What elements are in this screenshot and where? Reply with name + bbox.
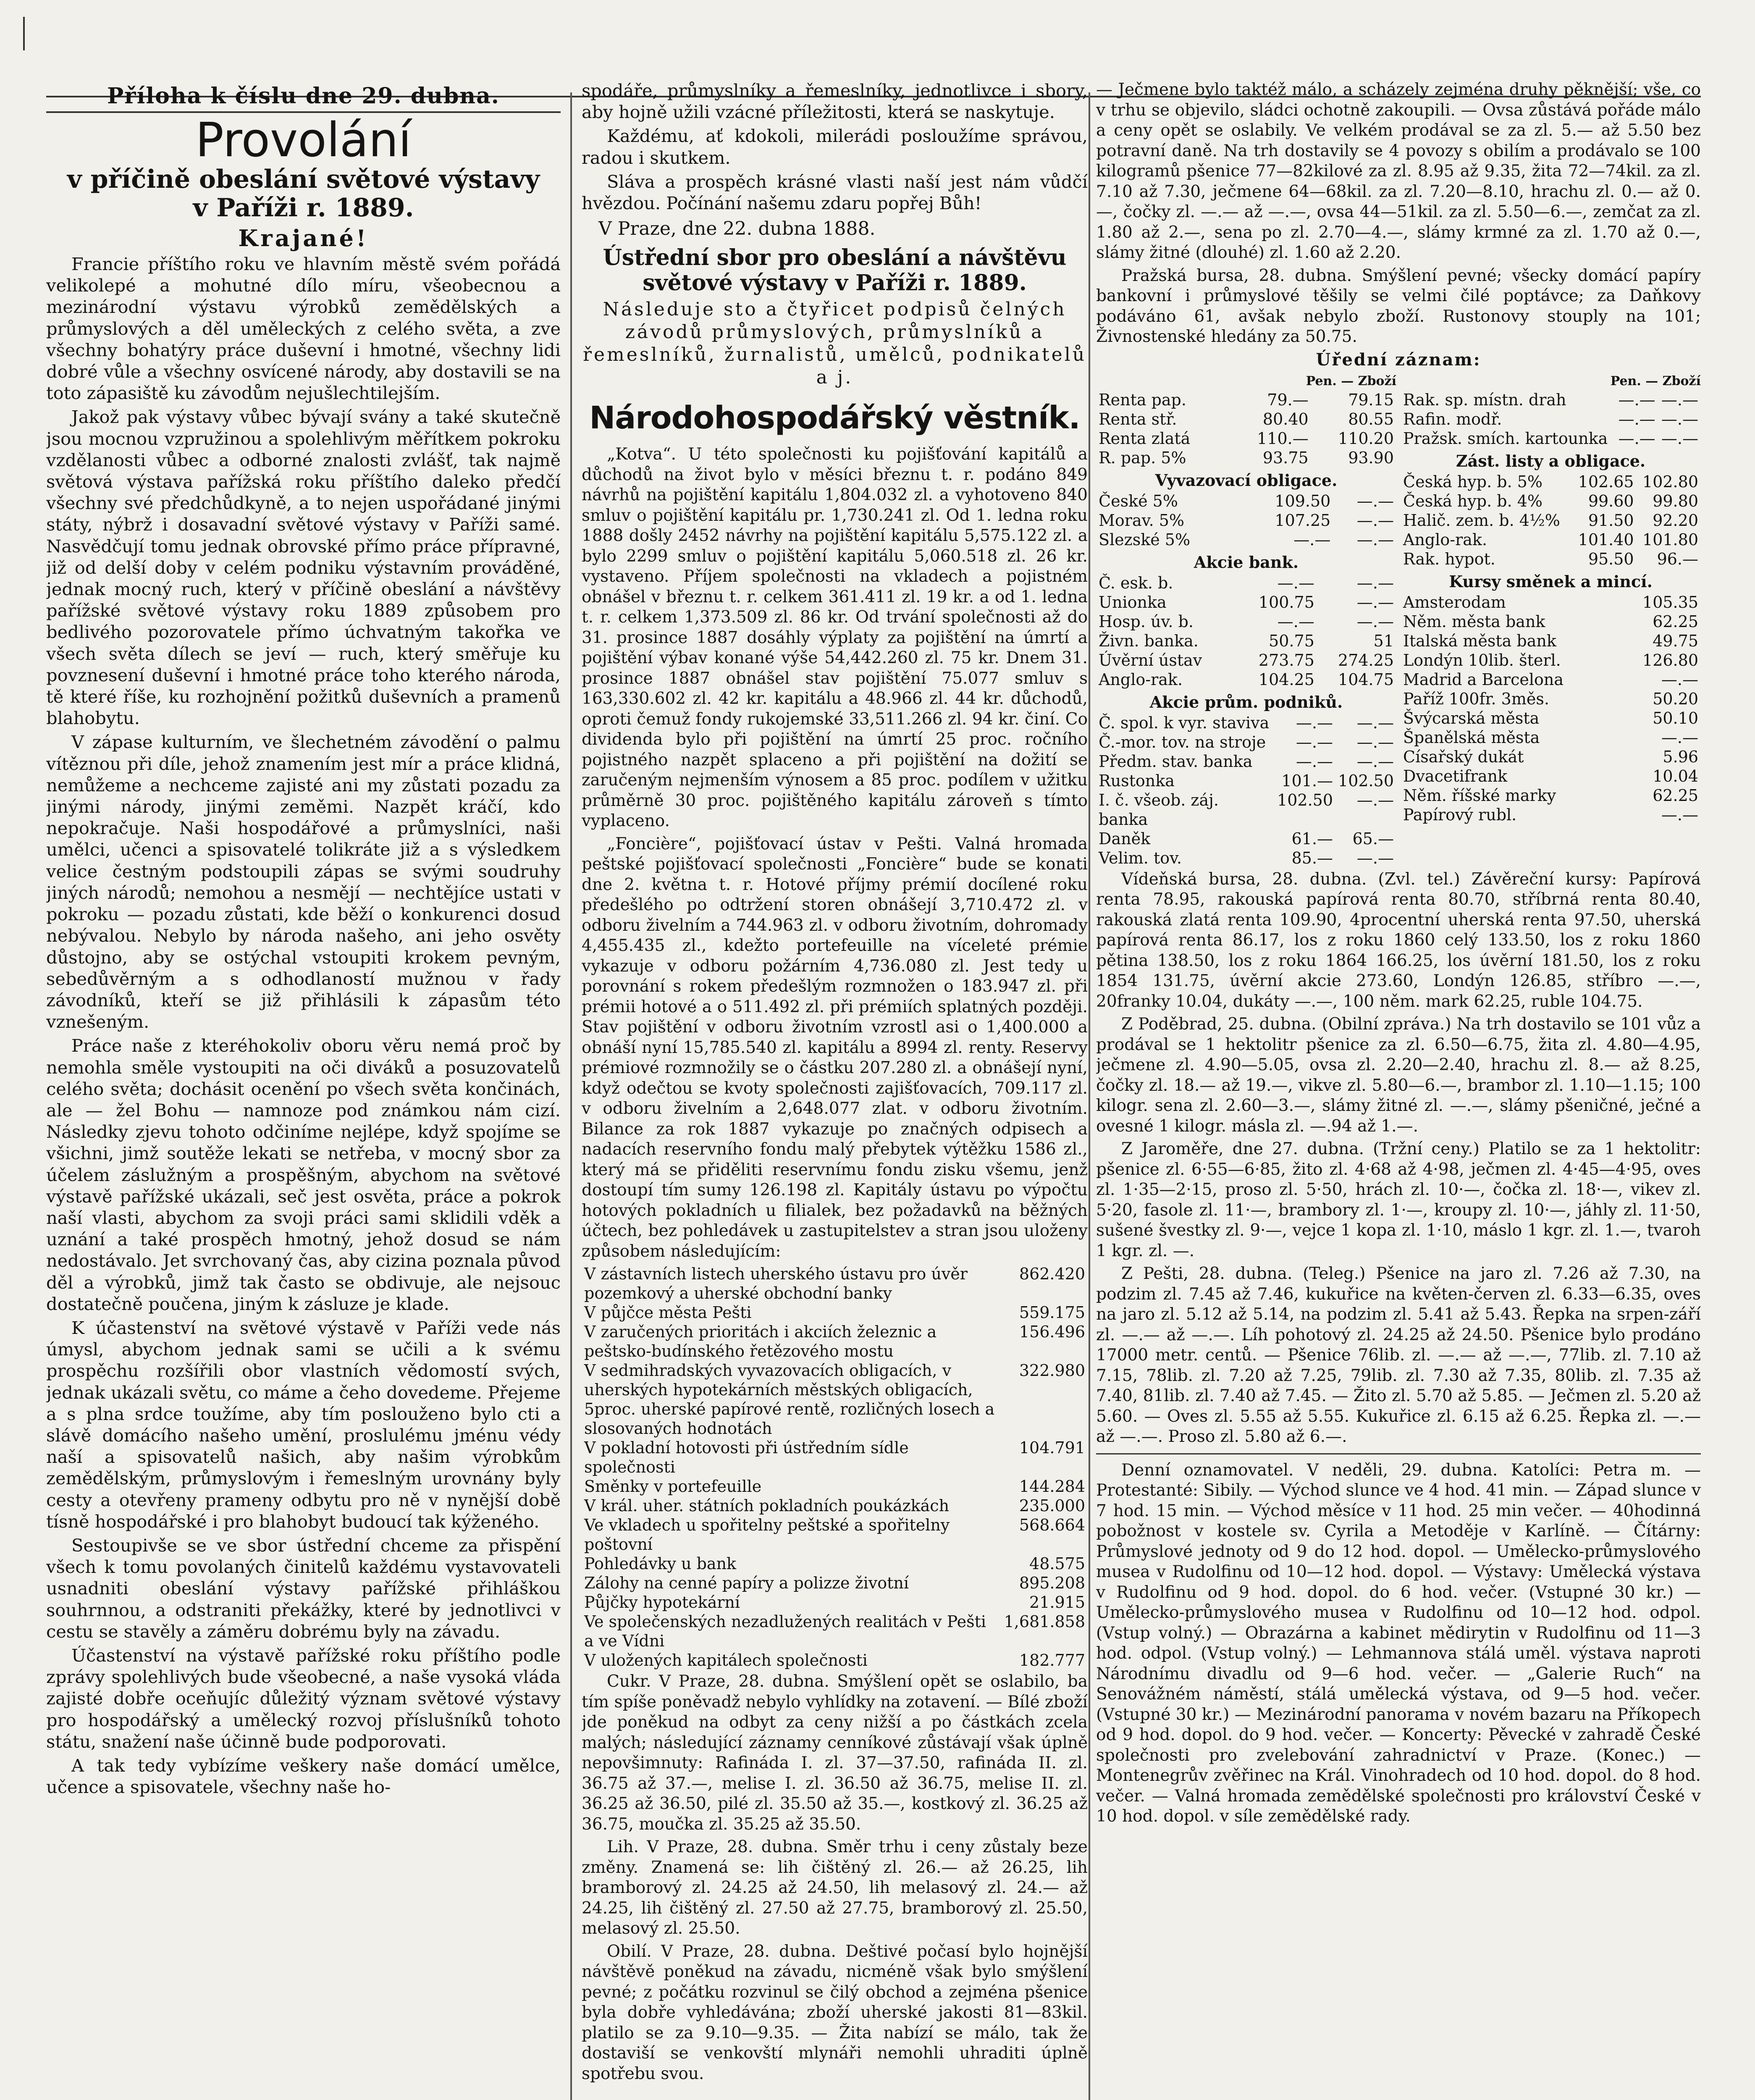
quote-label: Rustonka (1099, 771, 1175, 790)
quote-row (1401, 491, 1701, 511)
column-rule-1 (570, 92, 572, 2100)
quote-value: 80.55 (1348, 410, 1394, 428)
section-heading: Akcie prům. podniků. (1149, 692, 1343, 711)
quote-value: —.— (1661, 670, 1698, 689)
holding-value: 559.175 (1019, 1303, 1085, 1322)
quote-value: —.— (1618, 390, 1655, 409)
quote-value: 274.25 (1338, 651, 1394, 669)
market-paragraph: Z Jaroměře, dne 27. dubna. (Tržní ceny.) Platilo se za 1 hektolitr: pšenice zl. 6·55—6·85, žito zl. 4·68 až 4·98, ječmen zl. 4·45—4·95, oves zl. 1·35—2·15, proso zl. 5·50, hrách zl. 10·—, čočka zl. 18·—, vikev zl. 5·20, fasole zl. 11·—, brambory zl. 1·—, kroupy zl. 10·—, jáhly zl. 11·50, sušené švestky zl. 9·—, vejce 1 kopa zl. 1·10, máslo 1 kgr. zl. 1.—, tvaroh 1 kgr. zl. —. (1096, 1139, 1701, 1260)
market-paragraph: Lih. V Praze, 28. dubna. Směr trhu i ceny zůstaly beze změny. Znamená se: lih čištěný zl. 26.— až 26.25, lih bramborový zl. 24.25 až 24.50, lih melasový zl. 24.— až 24.25, lih čištěný zl. 27.50 až 27.75, bramborový zl. 25.50, melasový zl. 25.50. (582, 1838, 1088, 1938)
edge-mark (23, 17, 25, 50)
quote-value: —.— (1293, 530, 1331, 549)
akcie-bank-table (1096, 573, 1396, 689)
quote-value: —.— (1661, 429, 1698, 448)
quote-value: 79.15 (1348, 390, 1394, 409)
quote-row (1401, 612, 1701, 631)
holding-row (582, 1477, 1088, 1496)
quote-row (1096, 771, 1396, 790)
market-paragraph: Cukr. V Praze, 28. dubna. Smýšlení opět se oslabilo, ba tím spíše poněvadž nebylo vyhlídky na zotavení. — Bílé zboží jde poněkud na odbyt za ceny nižší a po částkách zcela malých; následující záznamy cenníkové zůstávají však úplně nepovšimnuty: Rafináda I. zl. 37—37.50, rafináda II. zl. 36.75 až 37.—, melise I. zl. 36.50 až 36.75, melise II. zl. 36.25 až 36.50, pilé zl. 35.50 až 35.—, kostkový zl. 36.25 až 36.75, moučka zl. 35.25 až 35.50. (582, 1672, 1088, 1834)
quote-value: 85.— (1291, 848, 1333, 867)
greeting: Krajané! (238, 225, 369, 252)
holding-row (582, 1612, 1088, 1651)
holding-label: V zástavních listech uherského ústavu pro úvěr pozemkový a uherské obchodní banky (584, 1265, 968, 1303)
quote-label: Č. spol. k vyr. staviva (1099, 713, 1270, 732)
holding-value: 568.664 (1019, 1516, 1085, 1535)
quote-value: 102.50 (1277, 790, 1333, 809)
quote-row (1401, 709, 1701, 728)
holding-row (582, 1651, 1088, 1670)
holding-value: 104.791 (1019, 1438, 1085, 1457)
right-top-table (1401, 390, 1701, 448)
quote-row (1096, 670, 1396, 689)
quote-value: —.— (1356, 612, 1394, 631)
quote-row (1096, 410, 1396, 429)
quote-label: Pražsk. smích. kartounka (1403, 429, 1608, 448)
quote-row (1096, 390, 1396, 410)
vyvaz-table (1096, 491, 1396, 549)
quote-label: Rak. hypot. (1403, 549, 1495, 568)
holding-label: Směnky v portefeuille (584, 1477, 762, 1496)
holding-label: V uložených kapitálech společnosti (584, 1651, 868, 1670)
holding-row (582, 1573, 1088, 1593)
holding-label: Pohledávky u bank (584, 1554, 737, 1573)
quote-label: Švýcarská města (1403, 709, 1540, 727)
holding-row (582, 1515, 1088, 1554)
quote-label: R. pap. 5% (1099, 448, 1186, 467)
quote-row (1401, 429, 1701, 448)
quote-label: Č.-mor. tov. na stroje (1099, 732, 1266, 751)
akcie-prum-table (1096, 713, 1396, 868)
quote-label: Unionka (1099, 593, 1167, 612)
holding-label: V půjčce města Pešti (584, 1303, 752, 1322)
column-rule-2 (1089, 92, 1090, 2100)
market-paragraph: Z Poděbrad, 25. dubna. (Obilní zpráva.) Na trh dostavilo se 101 vůz a prodával se 1 hektolitr pšenice za zl. 6.50—6.75, žita zl. 4.80—4.95, ječmene zl. 4.90—5.05, ovsa zl. 2.20—2.40, hrachu zl. 8.— až 8.25, čočky zl. 18.— až 19.—, vikve zl. 5.80—6.—, brambor zl. 1.10—1.15; 100 kilogr. sena zl. 2.60—3.—, slámy žitné zl. —.—, slámy pšeničné, ječné a ovesné 1 kilogr. másla zl. —.94 až 1.—. (1096, 1015, 1701, 1136)
quote-label: Papírový rubl. (1403, 805, 1517, 824)
quote-value: 100.75 (1258, 593, 1314, 612)
quote-row (1096, 848, 1396, 868)
section-heading: Kursy směnek a mincí. (1449, 572, 1653, 591)
quote-label: Slezské 5% (1099, 530, 1191, 549)
quote-row (1096, 790, 1396, 829)
holding-row (582, 1438, 1088, 1477)
holding-value: 862.420 (1019, 1265, 1085, 1284)
quote-label: Italská města bank (1403, 631, 1556, 650)
quote-value: 109.50 (1275, 491, 1331, 510)
quote-row (1096, 593, 1396, 612)
signatories-note: Následuje sto a čtyřicet podpisů čelných závodů průmyslových, průmyslníků a řemeslníků, žurnalistů, umělců, podnikatelů a j. (582, 299, 1087, 388)
quote-label: Předm. stav. banka (1099, 752, 1253, 771)
quote-label: Něm. říšské marky (1403, 786, 1556, 805)
quote-row (1401, 511, 1701, 530)
quote-value: 101.— (1281, 771, 1333, 790)
quote-value: —.— (1356, 752, 1394, 771)
holding-row (582, 1322, 1088, 1361)
quote-value: 61.— (1291, 829, 1333, 848)
quotes-right (1401, 370, 1701, 869)
zast-table (1401, 472, 1701, 569)
quote-value: —.— (1356, 511, 1394, 530)
holding-label: Půjčky hypotekární (584, 1593, 740, 1612)
quote-value: 62.25 (1653, 786, 1698, 805)
col-header: Pen. — Zboží (1610, 373, 1701, 388)
econ-paragraph: „Kotva“. U této společnosti ku pojišťování kapitálů a důchodů na život bylo v měsíci březnu t. r. podáno 849 návrhů na pojištění kapitálu 1,804.032 zl. a vyhotoveno 840 smluv o pojištění kapitálu pr. 1,730.241 zl. Od 1. ledna roku 1888 došly 2452 návrhy na pojištění kapitálu 5,575.122 zl. a bylo 2299 smluv o pojištění kapitálu 5,060.518 zl. 26 kr. vystaveno. Příjem společnosti na vkladech a pojistném obnášel v březnu t. r. celkem 361.411 zl. 19 kr. a od 1. ledna t. r. celkem 1,373.509 zl. 86 kr. Od trvání společnosti až do 31. prosince 1887 dosáhly výplaty za pojištění na úmrtí a pojištění výbav konané výše 54,442.260 zl. 75 kr. Dnem 31. prosince 1887 obnášel stav pojištění 75.077 smluv s 163,330.602 zl. 42 kr. kapitálu a 48.966 zl. 44 kr. důchodů, oproti čemuž fondy rukojemské 33,511.266 zl. 94 kr. činí. Co dividenda bylo při pojištění na úmrtí 25 proc. ročního pojistného nazpět splaceno a při pojištění na dožití se zaručeným nejmenším výnosem a 85 proc. podílem v užitku průměrně 30 proc. pojištěného kapitálu zároveň s tímto vyplaceno. (582, 445, 1088, 831)
holding-label: V zaručených prioritách i akciích železnic a peštsko-budínského řetězového mostu (584, 1323, 937, 1361)
quote-value: 102.65 (1578, 472, 1634, 491)
quote-label: I. č. všeob. záj. banka (1099, 790, 1219, 829)
rente-table (1096, 390, 1396, 467)
quote-row (1096, 429, 1396, 448)
quote-label: Císařský dukát (1403, 747, 1524, 766)
official-heading: Úřední záznam: (1316, 349, 1481, 370)
quote-value: —.— (1661, 728, 1698, 747)
quote-value: —.— (1661, 390, 1698, 409)
holding-label: V král. uher. státních pokladních poukázkách (584, 1496, 950, 1515)
quote-row (1401, 410, 1701, 429)
holding-label: Ve vkladech u spořitelny peštské a spořitelny poštovní (584, 1516, 950, 1554)
section-banner: Národohospodářský věstník. (589, 400, 1080, 436)
quote-row (1401, 593, 1701, 612)
paragraph: Jakož pak výstavy vůbec bývají svány a také skutečně jsou mocnou vzpružinou a spolehlivým měřítkem pokroku vzdělanosti vůbec a odborné znalosti zvlášť, tak najmě světová výstava pařížská roku příštího daleko předčí všechny své předchůdkyně, a to nejen uspořádané jinými státy, nýbrž i dosavadní světové výstavy v Paříži samé. Nasvědčují tomu jednak obrovské přímo práce přípravné, již od delší doby v celém podniku výstavním prováděné, jednak mocný ruch, který v příčině obeslání a návštěvy pařížské světové výstavy roku 1889 způsobem pro bedlivého pozorovatele přímo úchvatným takořka ve všech světa dílech se jeví — ruch, který směřuje ku povznesení duševní i hmotné práce toho kterého národa, tě které říše, ku rozhojnění požitků duševních a pramenů blahobytu. (46, 407, 561, 729)
quote-value: —.— (1277, 612, 1314, 631)
quote-value: 79.— (1267, 390, 1309, 409)
quote-value: 102.80 (1642, 472, 1698, 491)
holding-value: 144.284 (1019, 1477, 1085, 1496)
holding-value: 322.980 (1019, 1361, 1085, 1380)
section-heading: Akcie bank. (1194, 552, 1299, 572)
section-heading: Zást. listy a obligace. (1456, 451, 1646, 470)
quote-row (1401, 786, 1701, 805)
quote-row (1401, 747, 1701, 766)
quote-row (1401, 390, 1701, 410)
quote-value: 92.20 (1653, 511, 1698, 530)
holding-row (582, 1593, 1088, 1612)
quote-row (1401, 728, 1701, 747)
holding-value: 235.000 (1019, 1496, 1085, 1515)
paragraph: Francie příštího roku ve hlavním městě svém pořádá velikolepé a mohutné dílo míru, všeobecnou a mezinárodní výstavu výrobků zemědělských a průmyslových a děl uměleckých z celého světa, a zve všechny bohatýry práce duševní i hmotné, všechny lidi dobré vůle a všechny osvícené národy, aby dostavili se na toto zápasiště ku závodům nejušlechtilejším. (46, 254, 561, 404)
quote-value: —.— (1296, 713, 1333, 732)
quote-row (1096, 530, 1396, 549)
grain-paragraph: — Ječmene bylo taktéž málo, a scházely zejména druhy pěknější; vše, co v trhu se objevilo, sládci ochotně zakoupili. — Ovsa zůstává pořáde málo a ceny opět se oslabily. Ve velkém prodával se za zl. 5.— až 5.50 bez potravní daně. Na trh dostavily se 4 povozy s obilím a prodávalo se 100 kilogramů pšenice 77—82kilové za zl. 8.95 až 9.35, žita 72—74kil. za zl. 7.10 až 7.30, ječmene 64—68kil. za zl. 7.20—8.10, hrachu zl. 0.— až 0.—, čočky zl. —.— až —.—, ovsa 44—51kil. za zl. 5.50—6.—, zemčat za zl. 1.80 až 2.—, sena po zl. 2.70—4.—, slámy krmné za zl. 1.70 až 0.—, slámy žitné (dlouhé) zl. 1.60 až 2.20. (1096, 80, 1701, 262)
quote-label: Madrid a Barcelona (1403, 670, 1564, 689)
quote-value: 110.20 (1338, 429, 1394, 448)
holding-value: 182.777 (1019, 1651, 1085, 1670)
quote-label: Česká hyp. b. 4% (1403, 491, 1543, 510)
quote-label: Rak. sp. místn. drah (1403, 390, 1566, 409)
quote-value: 62.25 (1653, 612, 1698, 631)
quote-row (1096, 829, 1396, 848)
holding-label: Ve společenských nezadlužených realitách v Pešti a ve Vídni (584, 1612, 986, 1651)
quote-label: Renta pap. (1099, 390, 1186, 409)
quote-row (1096, 612, 1396, 631)
quote-value: 96.— (1657, 549, 1698, 568)
quote-row (1096, 511, 1396, 530)
proclamation-title: Provolání (195, 113, 412, 168)
quote-value: 91.50 (1588, 511, 1634, 530)
paragraph: Sestoupivše se ve sbor ústřední chceme za přispění všech k tomu povolaných činitelů každému vystavovateli usnadniti obeslání výstavy pařížské přihláškou souhrnnou, a odstraniti překážky, které by jednotlivci v cestu se stavěly a záměru dobrému byly na závadu. (46, 1535, 561, 1642)
quote-value: 99.60 (1588, 491, 1634, 510)
holding-value: 21.915 (1029, 1593, 1085, 1612)
quote-label: Halič. zem. b. 4½% (1403, 511, 1560, 530)
dateline: V Praze, dne 22. dubna 1888. (598, 218, 876, 240)
column-3 (1096, 80, 1701, 2100)
quote-row (1401, 766, 1701, 786)
quote-label: Španělská města (1403, 728, 1540, 747)
quote-value: 102.50 (1338, 771, 1394, 790)
quote-value: 93.90 (1348, 448, 1394, 467)
proclamation-subtitle-2: v Paříži r. 1889. (193, 193, 414, 223)
quote-value: —.— (1356, 593, 1394, 612)
supplement-header: Příloha k číslu dne 29. dubna. (107, 83, 500, 109)
quotes-left (1096, 370, 1396, 869)
quote-label: Č. esk. b. (1099, 573, 1173, 592)
quote-row (1401, 549, 1701, 569)
quote-row (1401, 530, 1701, 549)
quote-value: 5.96 (1663, 747, 1698, 766)
quote-value: 93.75 (1262, 448, 1309, 467)
quote-value: 50.20 (1653, 689, 1698, 708)
quote-value: —.— (1296, 752, 1333, 771)
quote-value: 104.25 (1258, 670, 1314, 689)
quote-value: —.— (1277, 573, 1314, 592)
quote-label: Živn. banka. (1099, 631, 1199, 650)
paragraph: K účastenství na světové výstavě v Paříži vede nás úmysl, abychom jednak sami se učili a k svému prospěchu rozšířili obor vlastních vědomostí svých, jednak ukázali světu, co máme a čeho dovedeme. Přejeme a s plna srdce toužíme, aby tím poslouženo bylo cti a slávě domácího našeho umění, proslulému jménu védy naší a spisovatelů našich, aby našim výrobkům zemědělským, průmyslovým i řemeslným urovnány byly cesty a otevřeny prameny odbytu pro ně v nynější době tísně hospodářské i pro blahobyt budoucí tak kýženého. (46, 1317, 561, 1532)
quote-row (1096, 573, 1396, 593)
quote-value: 273.75 (1258, 651, 1314, 669)
bourse-paragraph: Pražská bursa, 28. dubna. Smýšlení pevné; všecky domácí papíry bankovní i průmyslové těšily se velmi čilé poptávce; za Daňkovy podáváno 61, avšak nebylo zboží. Rustonovy stouply na 101; Živnostenské hledány za 50.75. (1096, 266, 1701, 346)
quote-label: Úvěrní ústav (1099, 651, 1202, 669)
holding-label: Zálohy na cenné papíry a polizze životní (584, 1574, 909, 1593)
quote-row (1096, 491, 1396, 511)
quote-value: 95.50 (1588, 549, 1634, 568)
quote-label: Hosp. úv. b. (1099, 612, 1194, 631)
quote-row (1096, 713, 1396, 732)
notice-paragraph: Denní oznamovatel. V neděli, 29. dubna. Katolíci: Petra m. — Protestanté: Sibily. — Východ slunce ve 4 hod. 41 min. — Západ slunce v 7 hod. 15 min. — Východ měsíce v 11 hod. 25 min večer. — 40hodinná pobožnost v kostele sv. Cyrila a Metoděje v Karlíně. — Čítárny: Průmyslové jednoty od 9 do 12 hod. dopol. — Umělecko-průmyslového musea v Rudolfinu od 10—12 hod. dopol. — Výstavy: Umělecká výstava v Rudolfinu od 9 hod. dopol. do 6 hod. večer. (Vstupné 30 kr.) — Umělecko-průmyslového musea v Rudolfinu od 10—12 hod. odpol. (Vstup volný.) — Obrazárna a kabinet mědirytin v Rudolfinu od 11—3 hod. odpol. (Vstup volný.) — Lehmannova stálá uměl. výstava naproti Národnímu divadlu od 9—6 hod. večer. — „Galerie Ruch“ na Senovážném náměstí, stálá umělecká výstava, od 9—5 hod. večer. (Vstupné 30 kr.) — Mezinárodní panorama v novém bazaru na Příkopech od 9 hod. dopol. do 9 hod. večer. — Koncerty: Pěvecké v zahradě České společnosti pro zvelebování zahradnictví v Praze. (Konec.) — Montenegrův zvěřinec na Král. Vinohradech od 10 hod. dopol. do 8 hod. večer. — Valná hromada zemědělské společnosti pro království České v 10 hod. dopol. v síle zemědělské rady. (1096, 1460, 1701, 1826)
quote-label: Amsterodam (1403, 593, 1506, 612)
quote-value: —.— (1356, 573, 1394, 592)
quote-label: Velim. tov. (1099, 848, 1182, 867)
quote-row (1096, 631, 1396, 651)
paragraph: Práce naše z kteréhokoliv oboru věru nemá proč by nemohla směle vystoupiti na oči diváků a posuzovatelů celého světa; dochásit ocenění po všech světa končinách, ale — žel Bohu — namnoze pod známkou nám cizí. Následky zjevu tohoto odčiníme nejlépe, když spojíme se všichni, jimž soutěže lekati se netřeba, v mocný sbor za účelem záslužným a prospěšným, abychom na světové výstavě pařížské ukázali, seč jest osvěta, práce a pokrok naší vlasti, abychom za svoji práci sami sklidili vděk a uznání a také prospěch hmotný, jehož dosud se nám nedostávalo. Jet svrchovaný čas, aby cizina poznala původ děl a výrobků, jimž tak často se obdivuje, ale nejsouc dostatečně poučena, jiným k zásluze je klade. (46, 1035, 561, 1314)
market-paragraph: Z Pešti, 28. dubna. (Teleg.) Pšenice na jaro zl. 7.26 až 7.30, na podzim zl. 7.45 až 7.46, kukuřice na květen-červen zl. 6.33—6.35, oves na jaro zl. 5.12 až 5.14, na podzim zl. 5.41 až 5.43. Řepka na srpen-září zl. —.— až —.—. Líh pohotový zl. 24.25 až 24.50. Pšenice bylo prodáno 17000 metr. centů. — Pšenice 76lib. zl. —.— až —.—, 77lib. zl. 7.10 až 7.15, 78lib. zl. 7.20 až 7.25, 79lib. zl. 7.30 až 7.35, 80lib. zl. 7.35 až 7.40, 81lib. zl. 7.40 až 7.45. — Žito zl. 5.70 až 5.85. — Ječmen zl. 5.20 až 5.60. — Oves zl. 5.55 až 5.55. Kukuřice zl. 6.15 až 6.25. Řepka zl. —.— až —.—. Proso zl. 5.80 až 6.—. (1096, 1264, 1701, 1446)
quote-value: —.— (1618, 410, 1655, 428)
quote-value: 104.75 (1338, 670, 1394, 689)
quote-label: Česká hyp. b. 5% (1403, 472, 1543, 491)
paragraph: A tak tedy vybízíme veškery naše domácí umělce, učence a spisovatele, všechny naše ho- (46, 1755, 561, 1798)
quote-row (1401, 631, 1701, 651)
quote-label: České 5% (1099, 491, 1178, 510)
quote-value: 50.75 (1269, 631, 1314, 650)
paragraph: Účastenství na výstavě pařížské roku příštího podle zprávy spolehlivých bude všeobecné, a naše vysoká vláda zajisté dobře oceňujíc důležitý význam světové výstavy pro hospodářský a umělecký rozvoj příslušníků tohoto státu, snažení naše účinně bude podporovati. (46, 1645, 561, 1752)
quote-value: —.— (1356, 790, 1394, 809)
quote-label: Dvacetifrank (1403, 766, 1508, 785)
quote-label: Renta stř. (1099, 410, 1177, 428)
quote-value: 101.80 (1642, 530, 1698, 549)
quote-value: —.— (1356, 713, 1394, 732)
column-2 (582, 80, 1088, 2100)
quote-value: —.— (1356, 530, 1394, 549)
market-paragraph: Vídeňská bursa, 28. dubna. (Zvl. tel.) Závěreční kursy: Papírová renta 78.95, rakouská papírová renta 80.70, stříbrná renta 80.40, rakouská zlatá renta 109.90, 4procentní uherská renta 97.50, uherská papírová renta 86.17, los z roku 1860 celý 133.50, los z roku 1860 pětina 138.50, los z roku 1864 166.25, los úvěrní 181.50, los z roku 1854 131.75, úvěrní akcie 273.60, Londýn 126.85, stříbro —.—, 20franky 10.04, dukáty —.—, 100 něm. mark 62.25, ruble 104.75. (1096, 869, 1701, 1011)
col-header: Pen. — Zboží (1306, 373, 1396, 388)
quote-value: 80.40 (1262, 410, 1309, 428)
holding-value: 48.575 (1029, 1554, 1085, 1573)
quote-value: 65.— (1352, 829, 1394, 848)
quote-value: —.— (1661, 805, 1698, 824)
quote-row (1096, 732, 1396, 752)
quote-label: Něm. města bank (1403, 612, 1545, 631)
paragraph: spodáře, průmyslníky a řemeslníky, jednotlivce i sbory, aby hojně užili vzácné příležitosti, která se naskytuje. (582, 80, 1088, 123)
quote-row (1401, 651, 1701, 670)
quote-value: 110.— (1257, 429, 1309, 448)
quote-label: Anglo-rak. (1403, 530, 1487, 549)
quote-label: Renta zlatá (1099, 429, 1191, 448)
quote-value: 101.40 (1578, 530, 1634, 549)
quote-value: 99.80 (1653, 491, 1698, 510)
quote-label: Paříž 100fr. 3měs. (1403, 689, 1549, 708)
quote-value: —.— (1356, 848, 1394, 867)
holding-value: 156.496 (1019, 1323, 1085, 1341)
proclamation-subtitle-1: v příčině obeslání světové výstavy (67, 165, 540, 194)
quote-row (1096, 651, 1396, 670)
quote-label: Daněk (1099, 829, 1151, 848)
quote-value: —.— (1618, 429, 1655, 448)
holding-row (582, 1264, 1088, 1303)
quote-value: —.— (1661, 410, 1698, 428)
quote-value: 105.35 (1642, 593, 1698, 612)
market-paragraph: Obilí. V Praze, 28. dubna. Deštivé počasí bylo hojnější návštěvě poněkud na závadu, nicméně však bylo smýšlení pevné; z počátku rozvinul se čilý obchod a zejména pšenice byla dobře vyhledávána; zboží uherské jakosti 81—83kil. platilo se za 9.10—9.35. — Žita nabízí se málo, tak že dostaviší se venkovští mlynáři nemohli uhraditi úplně spotřebu svou. (582, 1942, 1088, 2083)
quote-label: Anglo-rak. (1099, 670, 1183, 689)
quote-value: 126.80 (1642, 651, 1698, 669)
holding-label: V sedmihradských vyvazovacích obligacích, v uherských hypotekárních městských obligacích, 5proc. uherské papírové rentě, rozličných losech a slosovaných hodnotách (584, 1361, 995, 1438)
quote-row (1401, 472, 1701, 491)
holding-row (582, 1554, 1088, 1573)
quote-value: —.— (1356, 491, 1394, 510)
paragraph: V zápase kulturním, ve šlechetném závodění o palmu vítěznou při díle, jehož znamením jest mír a práce klidná, nemůžeme a nechceme zajisté ani my zůstati pozadu za jinými národy, jinými zeměmi. Nazpět kráčí, kdo nepokračuje. Naši hospodářové a průmyslníci, naši umělci, učenci a spisovatelé tolikráte již a s výsledkem velice čestným podstoupili zápas se svými soudruhy jiných národů; nemohou a nesmějí — nechtějíce ustati v pokroku — pozadu zůstati, kde běží o konkurenci dosud nebývalou. Nebylo by národa našeho, ani jeho osvěty důstojno, aby se ostýchal vstoupiti krokem pevným, sebedůvěrným a s odhodlaností mužnou v řady závodníků, kteří se již přihlásili k zápasům této vznešeným. (46, 732, 561, 1032)
quote-row (1096, 448, 1396, 467)
paragraph: Sláva a prospěch krásné vlasti naší jest nám vůdčí hvězdou. Počínání našemu zdaru popřej Bůh! (582, 171, 1088, 214)
section-rule (1096, 1453, 1701, 1454)
quotes-grid (1096, 370, 1701, 869)
holding-value: 895.208 (1019, 1574, 1085, 1593)
quote-row (1096, 752, 1396, 771)
section-heading: Vyvazovací obligace. (1155, 470, 1338, 490)
holding-row (582, 1496, 1088, 1515)
holding-label: V pokladní hotovosti při ústředním sídle společnosti (584, 1438, 909, 1477)
institution-name: Ústřední sbor pro obeslání a návštěvu světové výstavy v Paříži r. 1889. (603, 245, 1067, 296)
quote-label: Rafin. modř. (1403, 410, 1502, 428)
holdings-table (582, 1264, 1088, 1670)
holding-row (582, 1361, 1088, 1438)
column-1 (46, 80, 561, 2100)
econ-paragraph: „Foncière“, pojišťovací ústav v Pešti. Valná hromada peštské pojišťovací společnosti „Foncière“ bude se konati dne 2. května t. r. Hotové příjmy prémií docílené roku předešlého po odtržení storen obnášejí 3,710.472 zl. v odboru živelním a 744.963 zl. v odboru životním, dohromady 4,455.435 zl., kdežto portefeuille na víceleté prémie vykazuje v odboru požárním 4,736.080 zl. Jest tedy u porovnání s rokem předešlým rozmnožen o 183.947 zl. při prémii hotové a o 511.492 zl. při prémiích splatných později. Stav pojištění v odboru životním vzrostl asi o 1,400.000 a obnáší nyní 15,785.540 zl. kapitálu a 8994 zl. renty. Reservy prémiové rozmnožily se o částku 207.280 zl. a obnášejí nyní, když odečtou se kvoty společnosti zajišťovacích, 709.117 zl. v odboru živelním a 2,648.077 zlat. v odboru životním. Bilance za rok 1887 vykazuje po značných odpisech a nadacích reservního fondu malý přebytek výtěžku 1586 zl., který má se přiděliti reservnímu fondu zisku všemu, jenž dostoupí tím sumy 126.198 zl. Kapitály ústavu po výpočtu hotových pokladních u filialek, bez požadavků na běžných účtech, bez pohledávek u zastupitelstev a stran jsou uloženy způsobem následujícím: (582, 834, 1088, 1261)
quote-label: Londýn 10lib. šterl. (1403, 651, 1561, 669)
paragraph: Každému, ať kdokoli, milerádi posloužíme správou, radou i skutkem. (582, 126, 1088, 168)
kursy-table (1401, 593, 1701, 824)
quote-value: 49.75 (1653, 631, 1698, 650)
quote-row (1401, 689, 1701, 709)
quote-row (1401, 670, 1701, 689)
quote-value: —.— (1296, 732, 1333, 751)
quote-value: 10.04 (1653, 766, 1698, 785)
quote-value: 107.25 (1275, 511, 1331, 530)
quote-value: 51 (1373, 631, 1394, 650)
holding-value: 1,681.858 (1004, 1612, 1085, 1631)
quote-label: Morav. 5% (1099, 511, 1185, 530)
quote-value: —.— (1356, 732, 1394, 751)
holding-row (582, 1303, 1088, 1322)
quote-value: 50.10 (1653, 709, 1698, 727)
quote-row (1401, 805, 1701, 824)
